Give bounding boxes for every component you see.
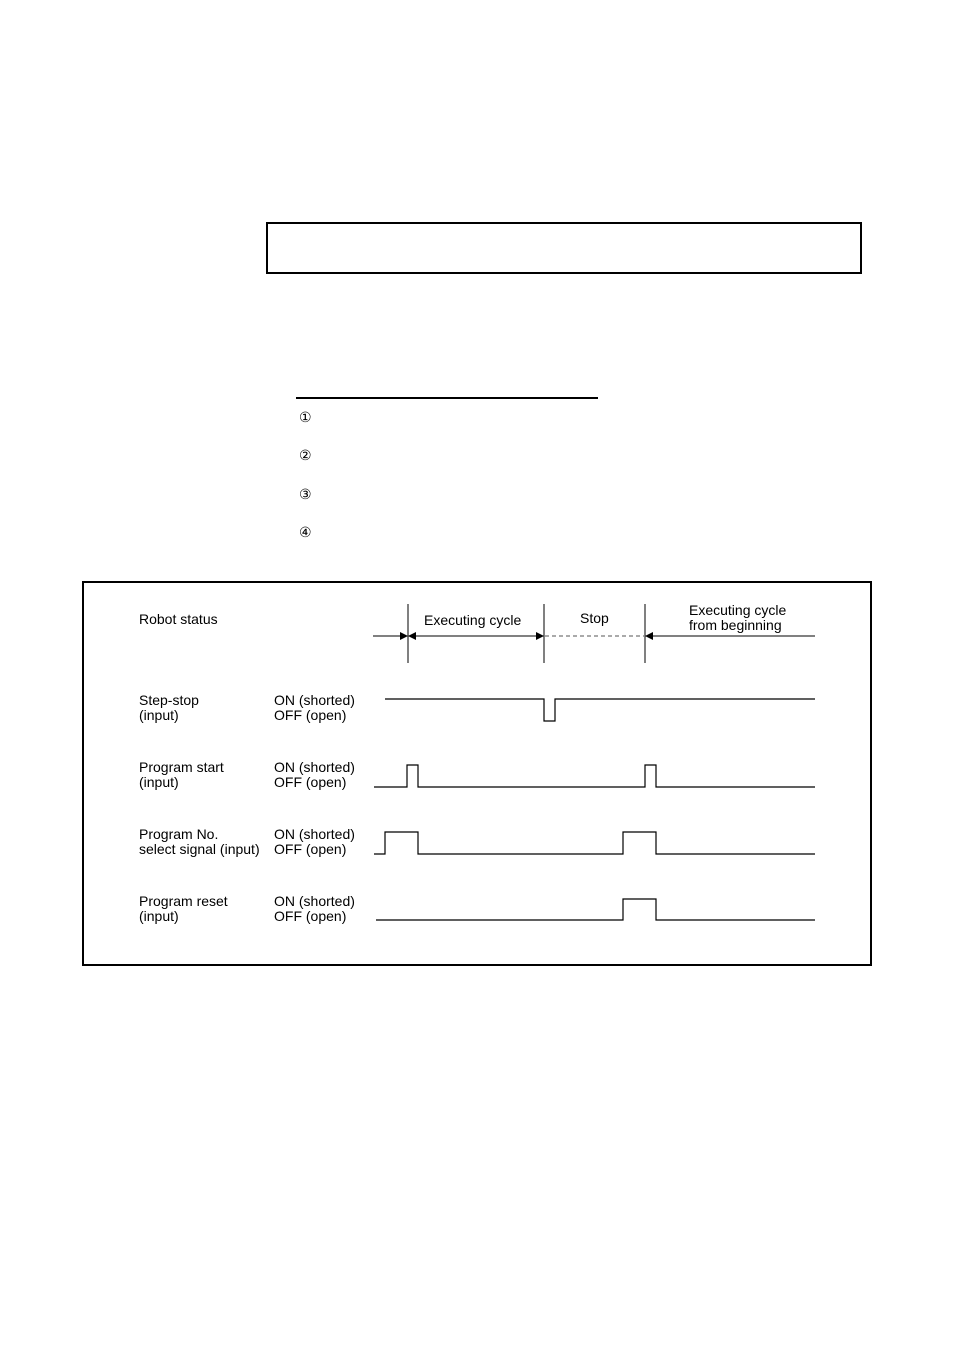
signal-direction-program-reset: (input) <box>139 908 179 924</box>
waveform-step-stop <box>385 699 815 721</box>
signal-name-program-reset: Program reset <box>139 893 228 909</box>
phase-executing-label: Executing cycle <box>424 612 522 628</box>
step-number-3: ③ <box>299 486 312 502</box>
signal-direction-program-no-select: select signal (input) <box>139 841 260 857</box>
signal-off-label: OFF (open) <box>274 908 347 924</box>
phase-stop-label: Stop <box>580 610 609 626</box>
signal-on-label: ON (shorted) <box>274 759 355 775</box>
step-number-4: ④ <box>299 524 312 540</box>
signal-direction-program-start: (input) <box>139 774 179 790</box>
signal-on-label: ON (shorted) <box>274 893 355 909</box>
waveform-program-reset <box>376 899 815 920</box>
signal-off-label: OFF (open) <box>274 707 347 723</box>
signal-on-label: ON (shorted) <box>274 826 355 842</box>
phase-restart-label-line1: Executing cycle <box>689 602 787 618</box>
step-number-2: ② <box>299 447 312 463</box>
signal-name-program-start: Program start <box>139 759 224 775</box>
signal-on-label: ON (shorted) <box>274 692 355 708</box>
signal-direction-step-stop: (input) <box>139 707 179 723</box>
step-number-1: ① <box>299 409 312 425</box>
signal-off-label: OFF (open) <box>274 841 347 857</box>
waveform-program-no-select <box>374 832 815 854</box>
waveform-program-start <box>374 765 815 787</box>
robot-status-label: Robot status <box>139 611 218 627</box>
phase-restart-label-line2: from beginning <box>689 617 782 633</box>
signal-off-label: OFF (open) <box>274 774 347 790</box>
signal-name-step-stop: Step-stop <box>139 692 199 708</box>
signal-name-program-no-select: Program No. <box>139 826 219 842</box>
